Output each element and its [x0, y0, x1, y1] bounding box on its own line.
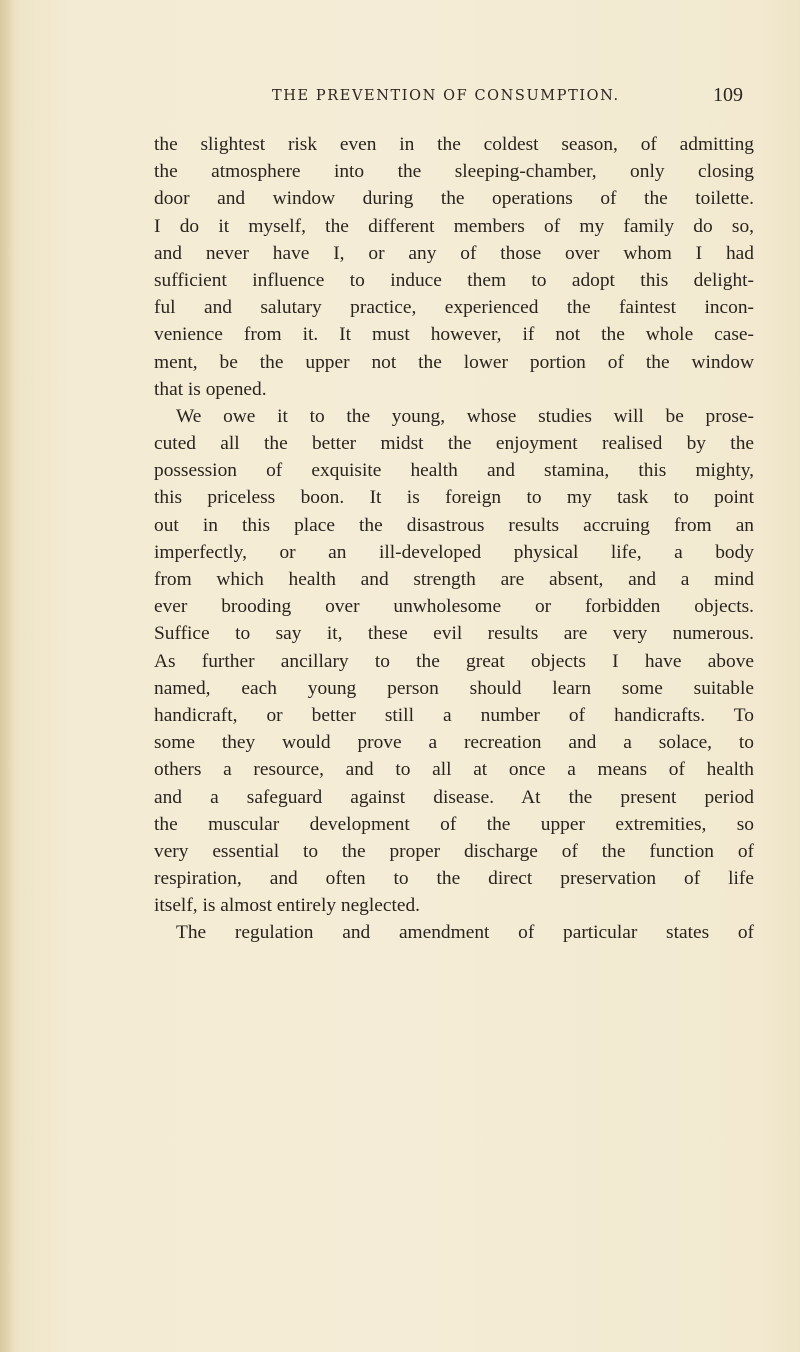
text-line: cuted all the better midst the enjoyment realised by the	[154, 433, 754, 455]
text-line: venience from it. It must however, if not the whole case-	[154, 324, 754, 346]
text-line: and never have I, or any of those over whom I had	[154, 242, 754, 264]
text-line: very essential to the proper discharge of the function of	[154, 840, 754, 862]
text-line: from which health and strength are absent, and a mind	[154, 569, 754, 590]
text-line: respiration, and often to the direct preservation of life	[154, 868, 754, 890]
text-line: and a safeguard against disease. At the present period	[154, 786, 754, 808]
text-line: handicraft, or better still a number of handicrafts. To	[154, 704, 754, 726]
text-line: named, each young person should learn some suitable	[154, 677, 754, 699]
text-line: door and window during the operations of the toilette.	[154, 188, 754, 210]
text-line: Suffice to say it, these evil results are very numerous.	[154, 623, 754, 645]
text-line: possession of exquisite health and stamina, this mighty,	[154, 460, 754, 482]
text-line: ful and salutary practice, experienced the faintest incon-	[154, 297, 754, 319]
text-line: ever brooding over unwholesome or forbidden objects.	[154, 596, 754, 618]
page-number: 109	[713, 84, 743, 106]
text-line: the slightest risk even in the coldest season, of admitting	[154, 134, 754, 155]
text-line: I do it myself, the different members of my family do so,	[154, 215, 754, 237]
text-line: sufficient influence to induce them to adopt this delight-	[154, 269, 754, 291]
text-line: that is opened.	[154, 378, 267, 400]
text-line: imperfectly, or an ill-developed physical life, a body	[154, 541, 754, 563]
text-line: As further ancillary to the great objects I have above	[154, 650, 754, 672]
spine-shadow	[0, 0, 14, 1352]
body-text	[154, 131, 754, 947]
text-line: We owe it to the young, whose studies will be prose-	[176, 405, 754, 427]
text-line: the muscular development of the upper extremities, so	[154, 813, 754, 835]
text-line: the atmosphere into the sleeping-chamber, only closing	[154, 161, 754, 183]
text-line: this priceless boon. It is foreign to my task to point	[154, 487, 754, 509]
text-line: itself, is almost entirely neglected.	[154, 895, 421, 917]
text-line: some they would prove a recreation and a solace, to	[154, 732, 754, 754]
text-line: others a resource, and to all at once a means of health	[154, 759, 754, 781]
text-line: The regulation and amendment of particular states of	[176, 922, 754, 944]
text-line: ment, be the upper not the lower portion of the window	[154, 351, 754, 373]
running-head: THE PREVENTION OF CONSUMPTION.	[272, 88, 620, 104]
text-line: out in this place the disastrous results accruing from an	[154, 514, 754, 536]
